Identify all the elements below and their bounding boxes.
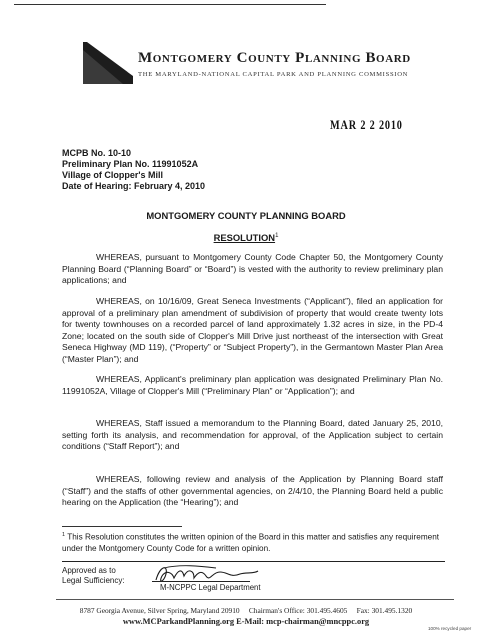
signature-line [152, 581, 250, 582]
footnote-rule [62, 526, 182, 527]
whereas-paragraph-1: WHEREAS, pursuant to Montgomery County Code Chapter 50, the Montgomery County Planning Board (“Planning Board” or “Board”) is vested with the authority to review preliminary plan applications; and [62, 252, 443, 286]
footnote [62, 530, 447, 554]
org-name: Montgomery County Planning Board [138, 50, 411, 66]
resolution-number: MCPB No. 10-10 [62, 148, 132, 158]
project-name: Village of Clopper's Mill [62, 170, 163, 180]
received-date-stamp: MAR 2 2 2010 [330, 118, 403, 132]
resolution-title-text: RESOLUTION [213, 232, 276, 243]
hearing-date: Date of Hearing: February 4, 2010 [62, 181, 206, 191]
resolution-title [0, 232, 492, 243]
whereas-paragraph-2: WHEREAS, on 10/16/09, Great Seneca Investments (“Applicant”), filed an application for approval of a preliminary plan amendment of subdivision of property that would create twenty lots for twenty townhouses on a recorded parcel of land approximately 1.32 acres in size, in the PD-4 Zone; located on the south side of Clopper's Mill Drive just northeast of the intersection with Great Seneca Highway (MD 119), (“Property” or “Subject Property”), in the Germantown Master Plan Area (“Master Plan”); and [62, 296, 443, 364]
legal-department: M-NCPPC Legal Department [160, 583, 261, 592]
approval-label: Approved as to Legal Sufficiency: [62, 566, 125, 585]
top-rule [14, 4, 326, 5]
recycled-paper-note: 100% recycled paper [428, 626, 472, 631]
footer-web-email: www.MCParkandPlanning.org E-Mail: mcp-chairman@mncppc.org [122, 617, 370, 626]
footnote-mark: 1 [62, 532, 66, 538]
resolution-footnote-mark: 1 [275, 232, 279, 239]
plan-number: Preliminary Plan No. 11991052A [62, 159, 199, 169]
footer-address: 8787 Georgia Avenue, Silver Spring, Maryland 20910 Chairman's Office: 301.495.4605 Fax: 301.495.1320 [79, 606, 413, 615]
whereas-paragraph-3: WHEREAS, Applicant's preliminary plan application was designated Preliminary Plan No. 11991052A, Village of Clopper's Mill (“Preliminary Plan” or “Application”); and [62, 374, 443, 396]
planning-board-logo [83, 42, 133, 84]
footer-rule [56, 599, 454, 600]
org-subtitle: THE MARYLAND-NATIONAL CAPITAL PARK AND PLANNING COMMISSION [138, 71, 409, 78]
whereas-paragraph-5: WHEREAS, following review and analysis of the Application by Planning Board staff (“Staff”) and the staffs of other governmental agencies, on 2/4/10, the Planning Board held a public hearing on the Application (the “Hearing”); and [62, 474, 443, 508]
board-heading: MONTGOMERY COUNTY PLANNING BOARD [146, 210, 346, 221]
whereas-paragraph-4: WHEREAS, Staff issued a memorandum to the Planning Board, dated January 25, 2010, setting forth its analysis, and recommendation for approval, of the Application subject to certain conditions (“Staff Report”); and [62, 418, 443, 452]
footnote-text: This Resolution constitutes the written opinion of the Board in this matter and satisfies any requirement under the Montgomery County Code for a written opinion. [62, 532, 440, 553]
case-metadata [62, 148, 205, 192]
